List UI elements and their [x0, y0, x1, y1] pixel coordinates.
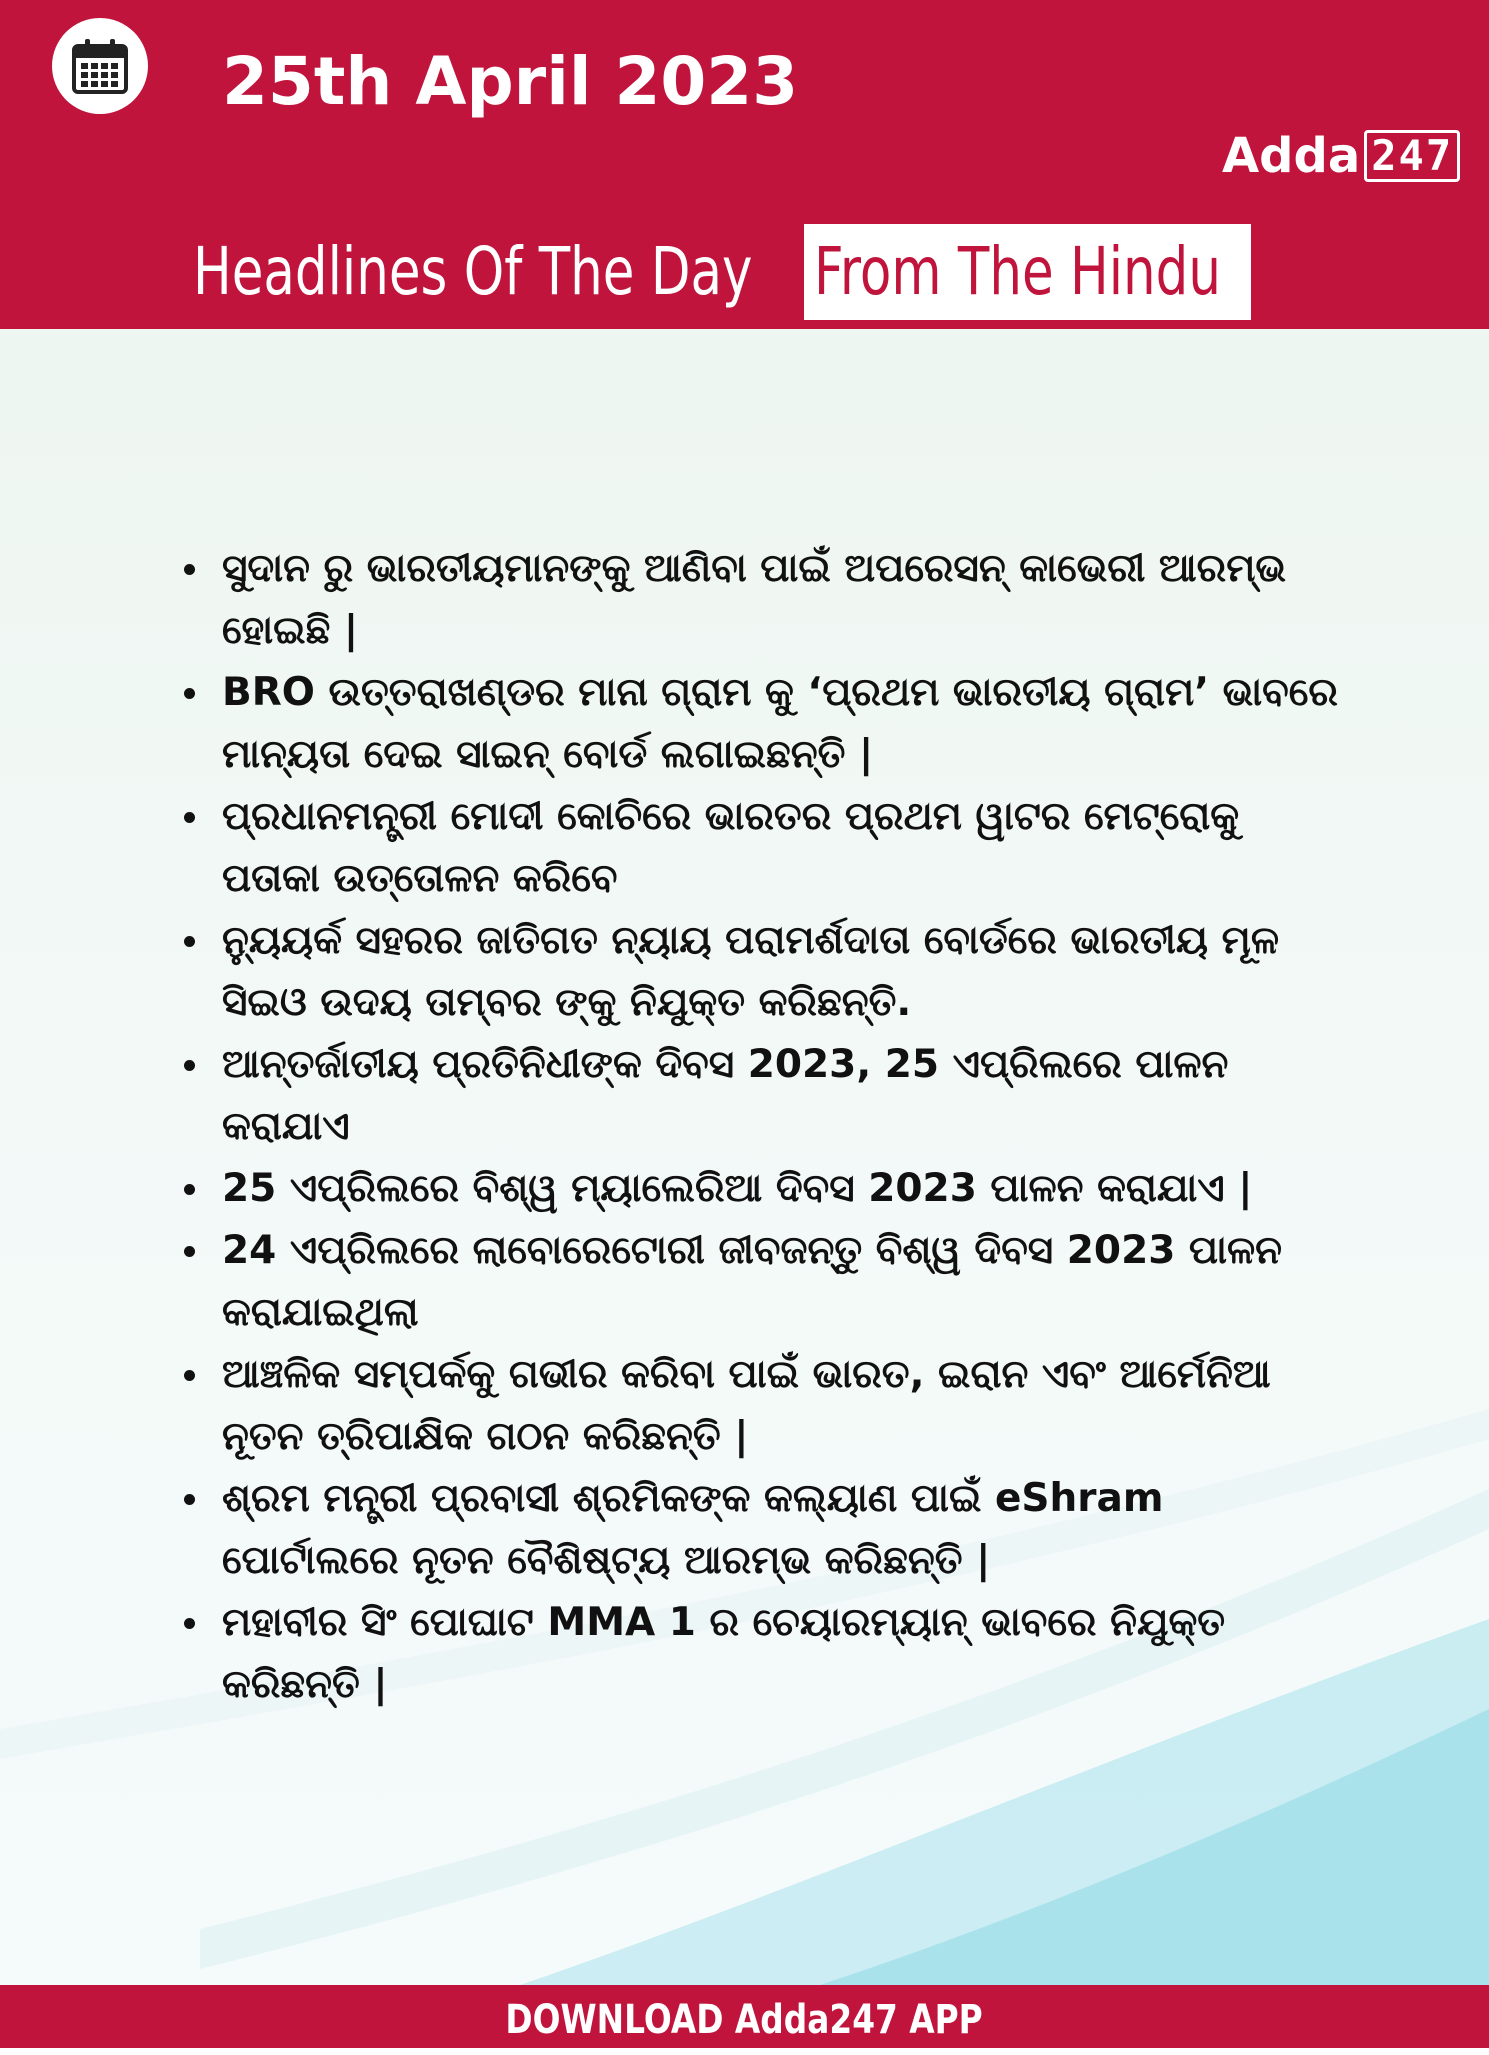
calendar-badge — [52, 18, 148, 114]
source-label: From The Hindu — [814, 233, 1221, 310]
calendar-icon — [70, 36, 130, 96]
header-banner — [0, 0, 1489, 329]
logo-word: Adda — [1222, 128, 1361, 184]
list-item: ନ୍ୟୁୟର୍କ ସହରର ଜାତିଗତ ନ୍ୟାୟ ପରାମର୍ଶଦାତା ବୋର୍ଡରେ ଭାରତୀୟ ମୂଳ ସିଇଓ ଉଦୟ ତାମ୍ବର ଙ୍କୁ ନିଯୁକ୍ତ କରିଛନ୍ତି. — [170, 910, 1350, 1034]
list-item: BRO ଉତ୍ତରାଖଣ୍ଡର ମାନା ଗ୍ରାମ କୁ ‘ପ୍ରଥମ ଭାରତୀୟ ଗ୍ରାମ’ ଭାବରେ ମାନ୍ୟତା ଦେଇ ସାଇନ୍ ବୋର୍ଡ ଲଗାଇଛନ୍ତି | — [170, 662, 1350, 786]
list-item: 24 ଏପ୍ରିଲରେ ଲାବୋରେଟୋରୀ ଜୀବଜନ୍ତୁ ବିଶ୍ୱ ଦିବସ 2023 ପାଳନ କରାଯାଇଥିଲା — [170, 1220, 1350, 1344]
headlines-title: Headlines Of The Day — [193, 233, 753, 310]
date-heading: 25th April 2023 — [222, 43, 799, 120]
list-item: ମହାବୀର ସିଂ ପୋଘାଟ MMA 1 ର ଚେୟାରମ୍ୟାନ୍ ଭାବରେ ନିଯୁକ୍ତ କରିଛନ୍ତି | — [170, 1592, 1350, 1716]
list-item: ଆନ୍ତର୍ଜାତୀୟ ପ୍ରତିନିଧୀଙ୍କ ଦିବସ 2023, 25 ଏପ୍ରିଲରେ ପାଳନ କରାଯାଏ — [170, 1034, 1350, 1158]
list-item: 25 ଏପ୍ରିଲରେ ବିଶ୍ୱ ମ୍ୟାଲେରିଆ ଦିବସ 2023 ପାଳନ କରାଯାଏ | — [170, 1158, 1350, 1220]
download-app-link[interactable] — [0, 1985, 1489, 2048]
logo-number: 247 — [1364, 130, 1460, 182]
list-item: ଆଞ୍ଚଳିକ ସମ୍ପର୍କକୁ ଗଭୀର କରିବା ପାଇଁ ଭାରତ, ଇରାନ ଏବଂ ଆର୍ମେନିଆ ନୂତନ ତ୍ରିପାକ୍ଷିକ ଗଠନ କରିଛନ୍ତି | — [170, 1344, 1350, 1468]
adda247-logo — [1222, 128, 1460, 184]
list-item: ପ୍ରଧାନମନ୍ତ୍ରୀ ମୋଦୀ କୋଚିରେ ଭାରତର ପ୍ରଥମ ୱାଟର ମେଟ୍ରୋକୁ ପତାକା ଉତ୍ତୋଳନ କରିବେ — [170, 786, 1350, 910]
download-app-label: DOWNLOAD Adda247 APP — [505, 1997, 984, 2043]
footer-banner[interactable] — [0, 1985, 1489, 2048]
list-item: ଶ୍ରମ ମନ୍ତ୍ରୀ ପ୍ରବାସୀ ଶ୍ରମିକଙ୍କ କଲ୍ୟାଣ ପାଇଁ eShram ପୋର୍ଟାଲରେ ନୂତନ ବୈଶିଷ୍ଟ୍ୟ ଆରମ୍ଭ କରିଛନ୍ତି | — [170, 1468, 1350, 1592]
headlines-list — [170, 538, 1350, 1716]
list-item: ସୁଦାନ ରୁ ଭାରତୀୟମାନଙ୍କୁ ଆଣିବା ପାଇଁ ଅପରେସନ୍ କାଭେରୀ ଆରମ୍ଭ ହୋଇଛି | — [170, 538, 1350, 662]
